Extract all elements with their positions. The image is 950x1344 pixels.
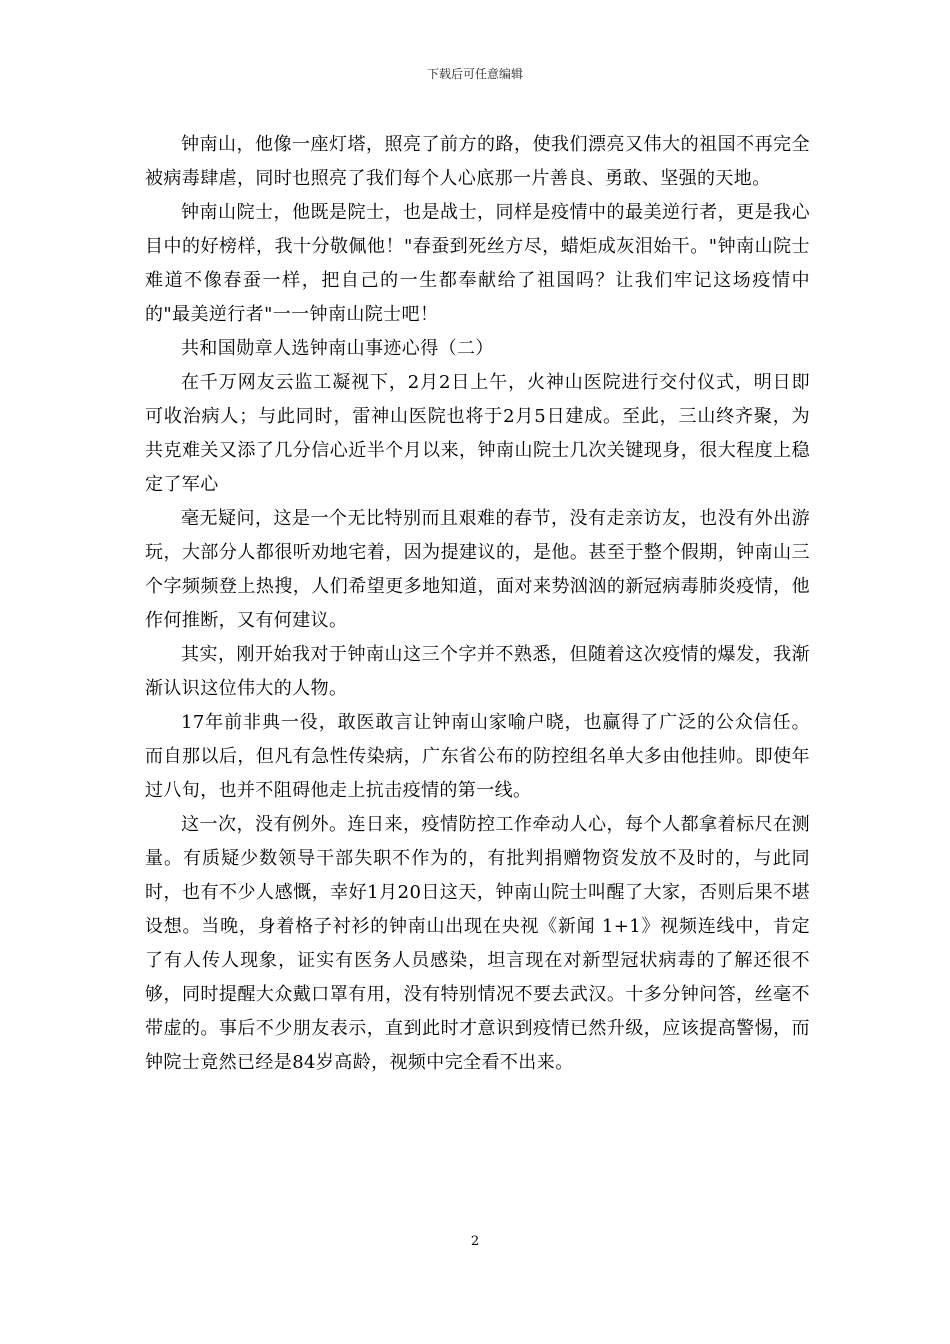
paragraph: 在千万网友云监工凝视下，2月2日上午，火神山医院进行交付仪式，明日即可收治病人；与此同时，雷神山医院也将于2月5日建成。至此，三山终齐聚，为共克难关又添了几分信心近半个月以来，钟南山院士几次关键现身，很大程度上稳定了军心 xyxy=(145,372,810,495)
paragraph: 毫无疑问，这是一个无比特别而且艰难的春节，没有走亲访友，也没有外出游玩，大部分人都很听劝地宅着，因为提建议的，是他。甚至于整个假期，钟南山三个字频频登上热搜，人们希望更多地知道，面对来势汹汹的新冠病毒肺炎疫情，他作何推断，又有何建议。 xyxy=(145,508,810,631)
page-number: 2 xyxy=(470,1234,480,1249)
section-heading: 共和国勋章人选钟南山事迹心得（二） xyxy=(181,338,494,359)
paragraph: 钟南山，他像一座灯塔，照亮了前方的路，使我们漂亮又伟大的祖国不再完全被病毒肆虐，同时也照亮了我们每个人心底那一片善良、勇敢、坚强的天地。 xyxy=(145,134,810,189)
paragraph: 17年前非典一役，敢医敢言让钟南山家喻户晓，也赢得了广泛的公众信任。而自那以后，但凡有急性传染病，广东省公布的防控组名单大多由他挂帅。即使年过八旬，也并不阻碍他走上抗击疫情的第一线。 xyxy=(145,712,810,801)
paragraph: 钟南山院士，他既是院士，也是战士，同样是疫情中的最美逆行者，更是我心目中的好榜样，我十分敬佩他！"春蚕到死丝方尽，蜡炬成灰泪始干。"钟南山院士难道不像春蚕一样，把自己的一生都奉献给了祖国吗？让我们牢记这场疫情中的"最美逆行者"一一钟南山院士吧！ xyxy=(145,202,810,325)
paragraph: 其实，刚开始我对于钟南山这三个字并不熟悉，但随着这次疫情的爆发，我渐渐认识这位伟大的人物。 xyxy=(145,644,810,699)
body-text xyxy=(145,128,810,1080)
paragraph: 这一次，没有例外。连日来，疫情防控工作牵动人心，每个人都拿着标尺在测量。有质疑少数领导干部失职不作为的，有批判捐赠物资发放不及时的，与此同时，也有不少人感慨，幸好1月20日这天，钟南山院士叫醒了大家，否则后果不堪设想。当晚，身着格子衬衫的钟南山出现在央视《新闻 1+1》视频连线中，肯定了有人传人现象，证实有医务人员感染，坦言现在对新型冠状病毒的了解还很不够，同时提醒大众戴口罩有用，没有特别情况不要去武汉。十多分钟问答，丝毫不带虚的。事后不少朋友表示，直到此时才意识到疫情已然升级，应该提高警惕，而钟院士竟然已经是84岁高龄，视频中完全看不出来。 xyxy=(145,814,810,1073)
page-header: 下载后可任意编辑 xyxy=(426,67,523,81)
